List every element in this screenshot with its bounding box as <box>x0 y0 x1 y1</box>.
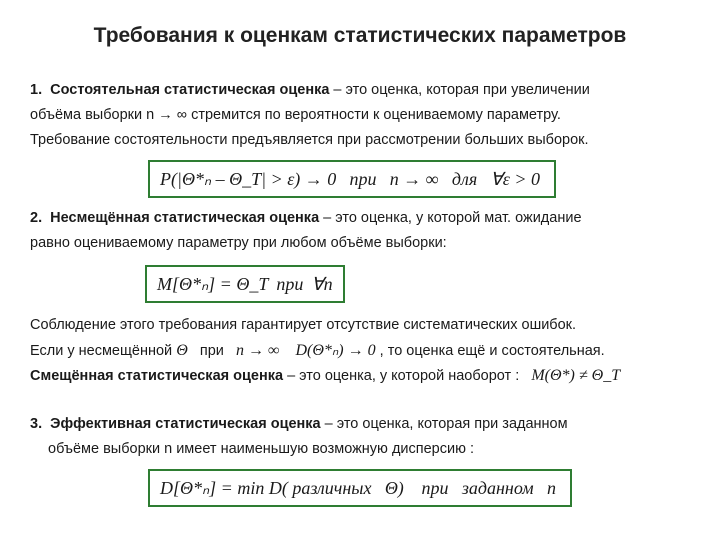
note-line-2 <box>30 338 605 364</box>
unbiased-formula-n: ∀n <box>311 273 333 294</box>
section-3-number: 3. <box>30 416 43 432</box>
biased-term: Смещённая статистическая оценка <box>30 368 284 384</box>
note-line-2-end: , то оценка ещё и состоятельная. <box>379 343 605 359</box>
consistency-formula <box>148 160 556 198</box>
unbiased-formula <box>145 265 345 303</box>
section-1-term: Состоятельная статистическая оценка <box>50 82 330 98</box>
page-title: Требования к оценкам статистических параметров <box>93 24 627 47</box>
section-2-number: 2. <box>30 210 43 226</box>
note-line-1: Соблюдение этого требования гарантирует отсутствие систематических ошибок. <box>30 317 577 333</box>
section-2-term: Несмещённая статистическая оценка <box>50 210 320 226</box>
biased-inequality: M(Θ*) ≠ Θ_T <box>531 367 621 384</box>
note-n-infinity: n → ∞ <box>235 342 280 359</box>
consistency-formula-pri: при <box>349 168 377 189</box>
efficient-formula-theta: Θ) <box>384 477 404 498</box>
consistency-formula-expression: P(|Θ*ₙ – Θ_T| > ε) → 0 <box>160 168 337 189</box>
consistency-formula-eps: ∀ε > 0 <box>490 168 540 189</box>
section-2-definition: – это оценка, у которой мат. ожидание <box>319 210 582 226</box>
section-1-number: 1. <box>30 82 43 98</box>
section-2-line-2: равно оцениваемому параметру при любом объёме выборки: <box>30 235 447 251</box>
section-3-term: Эффективная статистическая оценка <box>50 416 321 432</box>
note-line-2-start: Если у несмещённой <box>30 343 173 359</box>
section-1-line-2: объёма выборки n → ∞ стремится по вероятности к оцениваемому параметру. <box>30 107 561 123</box>
efficient-formula-zad: заданном <box>461 477 534 498</box>
section-3-definition: – это оценка, которая при заданном <box>320 416 568 432</box>
section-1-line-1 <box>30 78 590 103</box>
note-theta: Θ <box>176 342 188 359</box>
section-1-line-3: Требование состоятельности предъявляется при рассмотрении больших выборок. <box>30 132 589 148</box>
unbiased-formula-pri: при <box>276 273 304 294</box>
consistency-formula-n: n → ∞ <box>389 168 439 189</box>
efficient-formula-expression: D[Θ*ₙ] = min D( различных <box>160 477 372 498</box>
biased-definition: – это оценка, у которой наоборот : <box>283 368 520 384</box>
unbiased-formula-expression: M[Θ*ₙ] = Θ_T <box>157 273 269 294</box>
efficient-formula <box>148 469 572 507</box>
consistency-formula-dlya: для <box>451 168 478 189</box>
efficient-formula-n: n <box>546 477 556 498</box>
efficient-formula-pri: при <box>421 477 449 498</box>
note-line-3 <box>30 363 620 389</box>
section-2-line-1 <box>30 206 582 231</box>
section-3-line-2: объёме выборки n имеет наименьшую возможную дисперсию : <box>48 441 475 457</box>
section-3-line-1 <box>30 412 568 437</box>
section-1-definition: – это оценка, которая при увеличении <box>329 82 590 98</box>
note-pri: при <box>199 343 224 359</box>
note-variance-expression: D(Θ*ₙ) → 0 <box>295 342 376 359</box>
